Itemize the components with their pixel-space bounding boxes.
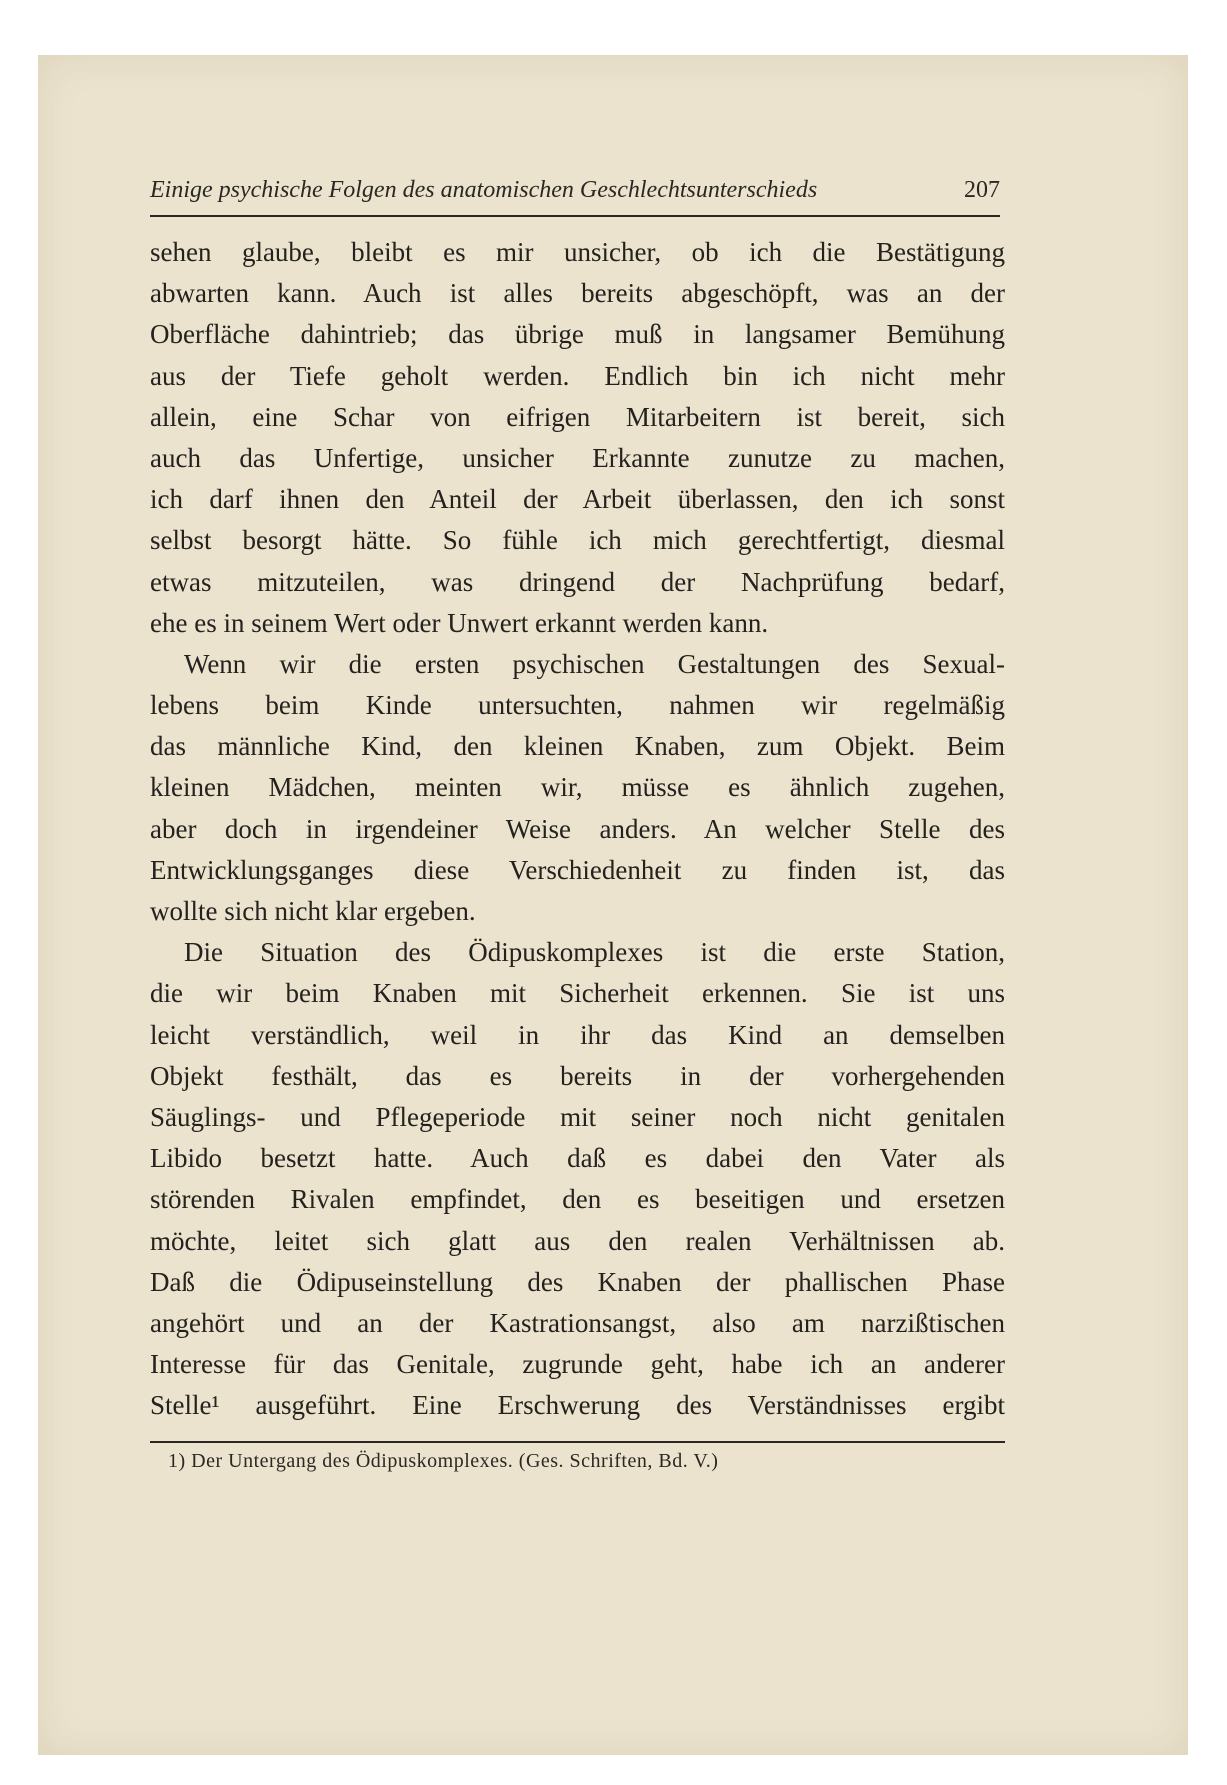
text-line: wollte sich nicht klar ergeben. bbox=[150, 896, 476, 926]
text-line: leicht verständlich, weil in ihr das Kind an demselben bbox=[150, 1019, 1005, 1050]
text-line: aber doch in irgendeiner Weise anders. An welcher Stelle des bbox=[150, 813, 1005, 844]
paragraph-start-line: Wenn wir die ersten psychischen Gestaltungen des Sexual- bbox=[184, 648, 1005, 679]
text-line: Säuglings- und Pflegeperiode mit seiner noch nicht genitalen bbox=[150, 1101, 1005, 1132]
text-line: möchte, leitet sich glatt aus den realen Verhältnissen ab. bbox=[150, 1225, 1005, 1256]
footnote-divider bbox=[150, 1441, 1005, 1443]
text-line: Oberfläche dahintrieb; das übrige muß in langsamer Bemühung bbox=[150, 319, 1005, 350]
body-text bbox=[150, 232, 1005, 1426]
text-line: aus der Tiefe geholt werden. Endlich bin ich nicht mehr bbox=[150, 360, 1005, 391]
text-line: allein, eine Schar von eifrigen Mitarbeitern ist bereit, sich bbox=[150, 401, 1005, 432]
text-line: selbst besorgt hätte. So fühle ich mich gerechtfertigt, diesmal bbox=[150, 525, 1005, 556]
text-line: etwas mitzuteilen, was dringend der Nachprüfung bedarf, bbox=[150, 566, 1005, 597]
running-title: Einige psychische Folgen des anatomischen Geschlechtsunterschieds bbox=[150, 177, 818, 203]
footnote: 1) Der Untergang des Ödipuskomplexes. (Ges. Schriften, Bd. V.) bbox=[168, 1450, 719, 1472]
running-header bbox=[150, 175, 1000, 217]
text-line: Entwicklungsganges diese Verschiedenheit zu finden ist, das bbox=[150, 854, 1005, 885]
text-line: abwarten kann. Auch ist alles bereits abgeschöpft, was an der bbox=[150, 278, 1005, 309]
text-line: Stelle¹ ausgeführt. Eine Erschwerung des Verständnisses ergibt bbox=[150, 1390, 1005, 1421]
text-line: kleinen Mädchen, meinten wir, müsse es ähnlich zugehen, bbox=[150, 772, 1005, 803]
text-line: ich darf ihnen den Anteil der Arbeit überlassen, den ich sonst bbox=[150, 484, 1005, 515]
text-line: das männliche Kind, den kleinen Knaben, zum Objekt. Beim bbox=[150, 731, 1005, 762]
text-line: ehe es in seinem Wert oder Unwert erkannt werden kann. bbox=[150, 607, 769, 638]
page-number: 207 bbox=[964, 177, 1000, 203]
text-line: Libido besetzt hatte. Auch daß es dabei den Vater als bbox=[150, 1143, 1005, 1174]
text-line: angehört und an der Kastrationsangst, also am narzißtischen bbox=[150, 1307, 1005, 1338]
text-line: auch das Unfertige, unsicher Erkannte zunutze zu machen, bbox=[150, 442, 1005, 473]
paragraph-start-line: Die Situation des Ödipuskomplexes ist die erste Station, bbox=[184, 937, 1005, 968]
text-line: Objekt festhält, das es bereits in der vorhergehenden bbox=[150, 1060, 1005, 1091]
text-line: störenden Rivalen empfindet, den es beseitigen und ersetzen bbox=[150, 1184, 1005, 1215]
text-line: sehen glaube, bleibt es mir unsicher, ob ich die Bestätigung bbox=[150, 237, 1005, 267]
text-line: Daß die Ödipuseinstellung des Knaben der phallischen Phase bbox=[150, 1266, 1005, 1297]
text-line: Interesse für das Genitale, zugrunde geht, habe ich an anderer bbox=[150, 1349, 1005, 1380]
text-line: lebens beim Kinde untersuchten, nahmen wir regelmäßig bbox=[150, 690, 1005, 721]
text-line: die wir beim Knaben mit Sicherheit erkennen. Sie ist uns bbox=[150, 978, 1005, 1009]
